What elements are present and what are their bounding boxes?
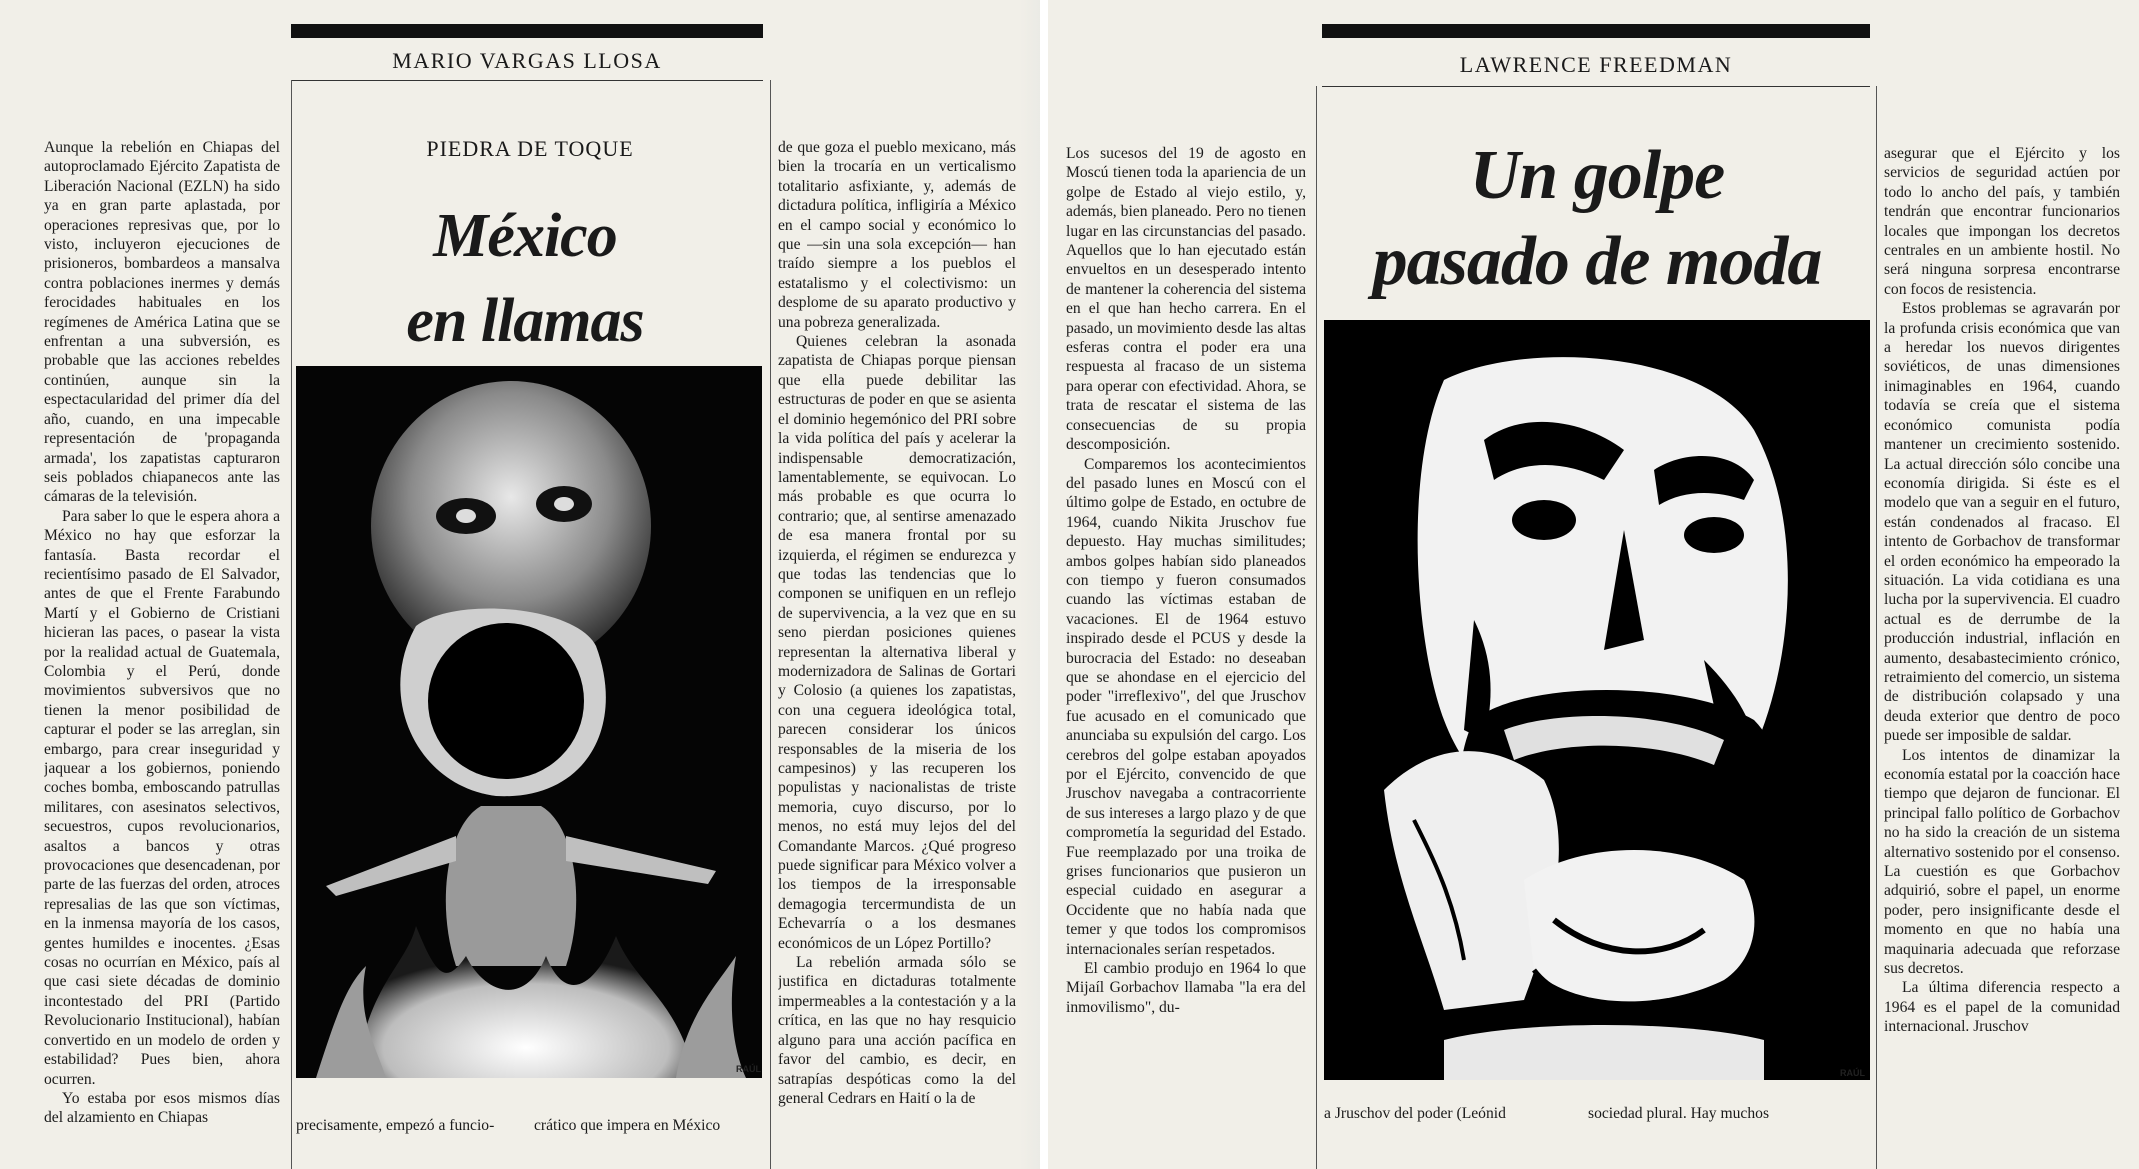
byline-bar: [291, 24, 763, 38]
headline-line-1: México: [433, 202, 617, 270]
column-rule: [1316, 86, 1317, 1169]
paragraph: Los intentos de dinamizar la economía estatal por la coacción hace tiempo que dejaron de funcionar. El principal fallo político de Gorbachov no ha sido la creación de un sistema alternativo sostenido por el consenso. La cuestión es que Gorbachov adquirió, sobre el papel, un enorme poder, pero insignificante desde el momento en que no había una maquinaria adecuada que reforzase sus decretos.: [1884, 746, 2120, 978]
article-column-2b: [534, 1116, 762, 1156]
paragraph: Los sucesos del 19 de agosto en Moscú tienen toda la apariencia de un golpe de Estado al viejo estilo, y, además, bien planeado. Pero no tienen lugar en las circunstancias del pasado. Aquellos que lo han ejecutado están envueltos en un desesperado intento de mantener la coherencia del sistema en el que han hecho carrera. En el pasado, un movimiento desde las altas esferas contra el poder era una respuesta al fracaso de un sistema para operar con efectividad. Ahora, se trata de rescatar el sistema de las consecuencias de su propia descomposición.: [1066, 145, 1306, 454]
paragraph: de que goza el pueblo mexicano, más bien la trocaría en un verticalismo totalitario asfixiante, y, además de dictadura política, infligiría a México en el campo social y económico lo que —sin una sola excepción— han traído siempre a los pueblos el estatalismo y el colectivismo: un desplome de su aparato productivo y una pobreza generalizada.: [778, 139, 1016, 331]
paragraph: sociedad plural. Hay muchos: [1588, 1105, 1770, 1122]
author-byline: MARIO VARGAS LLOSA: [392, 48, 662, 73]
headline-line-2: en llamas: [406, 287, 644, 355]
byline-rule: [291, 80, 763, 81]
paragraph: El cambio produjo en 1964 lo que Mijaíl Gorbachov llamaba "la era del inmovilismo", du-: [1066, 960, 1306, 1016]
article-column-2b: [1588, 1104, 1870, 1144]
paragraph: a Jruschov del poder (Leónid: [1324, 1105, 1506, 1122]
article-column-2: [1324, 1104, 1574, 1144]
paragraph: Para saber lo que le espera ahora a México no hay que esforzar la fantasía. Basta recordar el recientísimo pasado de El Salvador, antes de que el Frente Farabundo Martí y el Gobierno de Cristiani hicieran las paces, o pasear la vista por la realidad actual de Guatemala, Colombia y el Perú, donde movimientos subversivos que no tienen la menor posibilidad de capturar el poder se las arreglan, sin embargo, para crear inseguridad y jaquear a los gobiernos, poniendo coches bomba, emboscando patrullas militares, con asesinatos selectivos, secuestros, cupos revolucionarios, asaltos a bancos y otras provocaciones que desencadenan, por parte de las fuerzas del orden, atroces represalias de las que son víctimas, en la inmensa mayoría de los casos, gentes humildes e inocentes. ¿Esas cosas no ocurrían en México, país al que casi siete décadas de dominio incontestado del PRI (Partido Revolucionario Institucional), habían convertido en un modelo de orden y estabilidad? Pues bien, ahora ocurren.: [44, 507, 280, 1088]
paragraph: Aunque la rebelión en Chiapas del autoproclamado Ejército Zapatista de Liberación Nacional (EZLN) ha sido ya en gran parte aplastada, por operaciones represivas que, por lo visto, incluyeron ejecuciones de prisioneros, bombardeos a mansalva contra poblaciones inermes y demás ferocidades habituales en los regímenes de América Latina que se enfrentan a una subversión, es probable que las acciones rebeldes continúen, aunque sin la espectacularidad del primer día del año, cuando, en una impecable representación de 'propaganda armada', los zapatistas capturaron seis poblados chiapanecos ante las cámaras de la televisión.: [44, 139, 280, 506]
article-column-2: [296, 1116, 520, 1156]
adjacent-page-edge: [1020, 0, 1040, 1169]
section-label: PIEDRA DE TOQUE: [426, 136, 634, 161]
paragraph: Comparemos los acontecimientos del pasado lunes en Moscú con el último golpe de Estado, en octubre de 1964, cuando Nikita Jruschov fue depuesto. Hay muchas similitudes; ambos golpes habían sido planeados con tiempo y fueron consumados cuando las víctimas estaban de vacaciones. El de 1964 estuvo inspirado desde el PCUS y desde la burocracia del Estado: no deseaban que se ahondase en el ejercicio del poder "irreflexivo", del que Jruschov fue acusado en el comunicado que anunciaba su expulsión del cargo. Los cerebros del golpe estaban apoyados por el Ejército, convencido de que Jruschov navegaba a contracorriente de sus intereses a largo plazo y de que comprometía la seguridad del Estado. Fue reemplazado por una troika de grises funcionarios que pusieron un especial cuidado en asegurar a Occidente que no había nada que temer y que todos los compromisos internacionales serían respetados.: [1066, 455, 1306, 958]
paragraph: crático que impera en México: [534, 1117, 721, 1134]
paragraph: Quienes celebran la asonada zapatista de Chiapas porque piensan que ella puede debilitar las estructuras de poder en que se asienta el dominio hegemónico del PRI sobre la vida política del país y acelerar la indispensable democratización, lamentablemente, se equivocan. Lo más probable es que ocurra lo contrario; que, al sentirse amenazado de esa manera frontal por su izquierda, el régimen se endurezca y que todas las tendencias que lo componen se unifiquen en un reflejo de supervivencia, a la vez que en su seno pierdan posiciones quienes representan la alternativa liberal y modernizadora de Salinas de Gortari y Colosio (a quienes los zapatistas, con una ceguera ideológica total, parecen considerar los únicos responsables de la miseria de los campesinos) y las recuperen los populistas y nacionalistas de triste memoria, cuyo discurso, por lo menos, no está muy lejos del del Comandante Marcos. ¿Qué progreso puede significar para México volver a los tiempos de la irresponsable demagogia tercermundista de un Echevarría o a los desmanes económicos de un López Portillo?: [778, 333, 1016, 952]
article-column-3: [1884, 144, 2120, 1169]
illustration-art: [296, 366, 762, 1078]
artist-signature: RAÚL: [1840, 1068, 1865, 1078]
byline-bar: [1322, 24, 1870, 38]
column-rule: [770, 80, 771, 1169]
article-column-1: [1066, 144, 1306, 1169]
illustration-gagged-face: [1324, 320, 1870, 1080]
author-byline: LAWRENCE FREEDMAN: [1459, 52, 1733, 77]
illustration-screaming-figure: [296, 366, 762, 1078]
right-article-clipping: [1048, 0, 2139, 1169]
column-rule: [291, 80, 292, 1169]
artist-signature: RAÚL: [736, 1064, 761, 1074]
paragraph: Estos problemas se agravarán por la profunda crisis económica que van a heredar los nuevos dirigentes soviéticos, de unas dimensiones inimaginables en 1964, cuando todavía se creía que el sistema económico comunista podía mantener un crecimiento sostenido. La actual dirección sólo concibe una economía dirigida. Si éste es el modelo que van a seguir en el futuro, están condenados al fracaso. El intento de Gorbachov de transformar el orden económico ha empeorado la situación. La vida cotidiana es una lucha por la supervivencia. El cuadro actual es de derrumbe de la producción industrial, inflación en aumento, desabastecimiento crónico, retraimiento del comercio, un sistema de distribución colapsado y una deuda exterior que dentro de poco puede ser imposible de saldar.: [1884, 300, 2120, 745]
article-column-1: [44, 138, 280, 1169]
headline-line-1: Un golpe: [1469, 137, 1725, 214]
paragraph: asegurar que el Ejército y los servicios de seguridad actúen por todo lo ancho del país, y también tendrán que encontrar funcionarios locales que impongan los decretos centrales en un ambiente hostil. No será ninguna sorpresa encontrarse con focos de resistencia.: [1884, 145, 2120, 298]
headline-line-2: pasado de moda: [1372, 223, 1822, 300]
paragraph: La rebelión armada sólo se justifica en dictaduras totalmente impermeables a la contestación y a la crítica, en las que no hay resquicio alguno para una acción pacífica en favor del cambio, es decir, en satrapías despóticas como la del general Cedrars en Haití o la de: [778, 954, 1016, 1107]
paragraph: precisamente, empezó a funcio-: [296, 1117, 495, 1134]
paragraph: La última diferencia respecto a 1964 es el papel de la comunidad internacional. Jruschov: [1884, 979, 2120, 1036]
byline-rule: [1322, 86, 1870, 87]
left-article-clipping: [0, 0, 1040, 1169]
paragraph: Yo estaba por esos mismos días del alzamiento en Chiapas: [44, 1089, 280, 1127]
article-column-3: [778, 138, 1016, 1169]
illustration-art: [1324, 320, 1870, 1080]
column-rule: [1876, 86, 1877, 1169]
